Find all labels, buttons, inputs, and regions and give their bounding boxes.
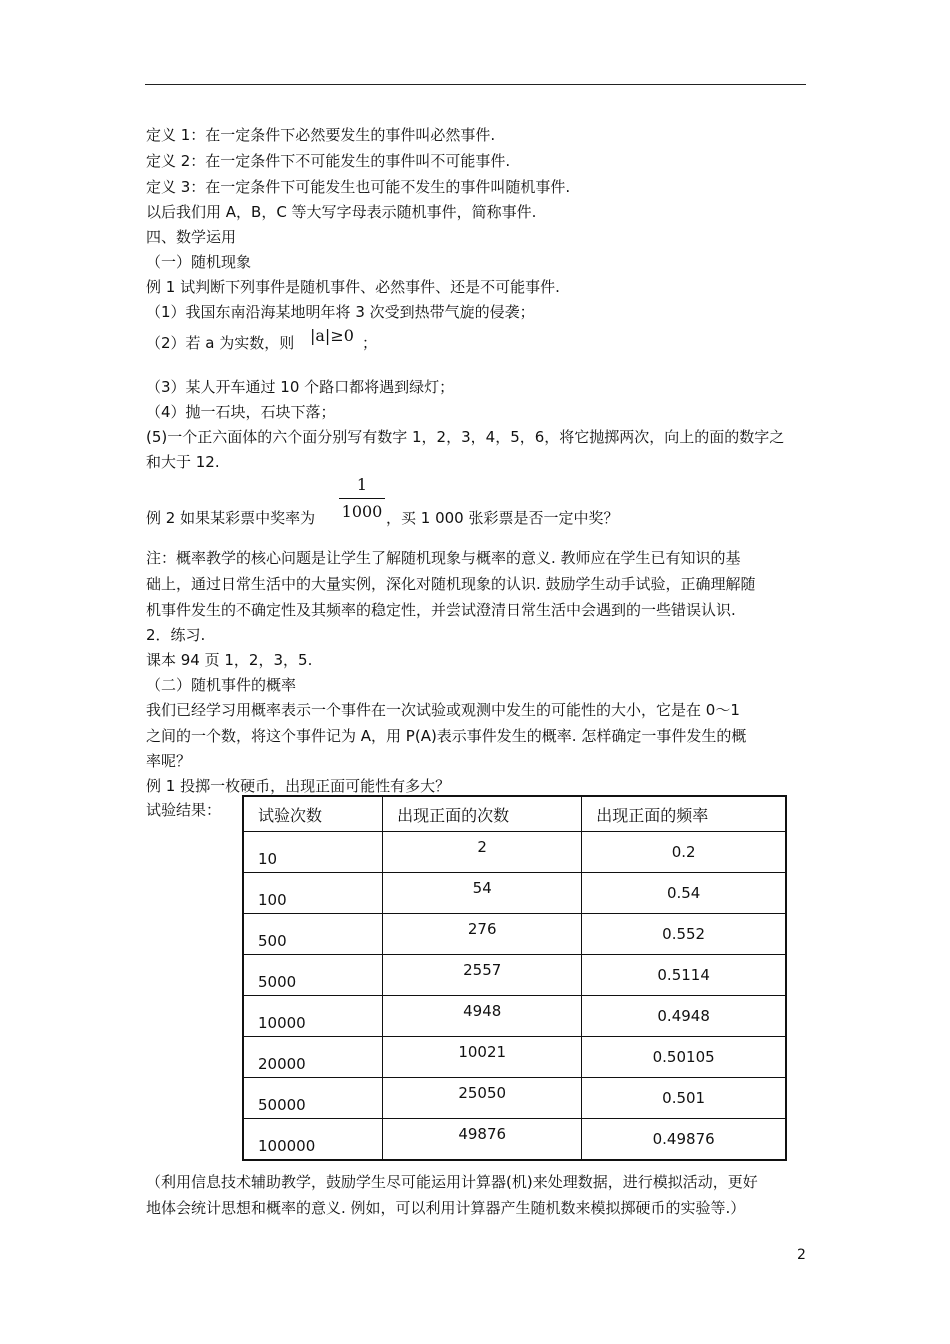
example-2-suffix: ，买 1 000 张彩票是否一定中奖？ [386,509,619,527]
note-line-2: 础上，通过日常生活中的大量实例，深化对随机现象的认识. 鼓励学生动手试验，正确理解随 [146,575,756,593]
item-5-line-1: (5)一个正六面体的六个面分别写有数字 1，2，3，4，5，6，将它抛掷两次，向上的面的数字之 [146,428,785,446]
section-heading-4: 四、数学运用 [146,228,237,246]
closing-note-2: 地体会统计思想和概率的意义. 例如，可以利用计算器产生随机数来模拟掷硬币的实验等.） [146,1199,746,1217]
probability-text-3: 率呢？ [146,752,192,770]
heads-count-cell: 276 [383,914,582,955]
definition-3: 定义 3：在一定条件下可能发生也可能不发生的事件叫随机事件. [146,178,571,196]
header-heads-count: 出现正面的次数 [383,796,582,832]
table-row [243,914,786,955]
header-trials: 试验次数 [243,796,383,832]
item-3: （3）某人开车通过 10 个路口都将遇到绿灯； [146,378,455,396]
practice-exercises: 课本 94 页 1，2，3，5. [146,651,313,669]
trials-cell: 10000 [243,996,383,1037]
item-5-line-2: 和大于 12. [146,453,220,471]
coin-example: 例 1 投掷一枚硬币，出现正面可能性有多大？ [146,777,451,795]
definition-1: 定义 1：在一定条件下必然要发生的事件叫必然事件. [146,126,496,144]
frequency-cell: 0.5114 [582,955,786,996]
item-2-end: ； [362,334,378,352]
header-heads-frequency: 出现正面的频率 [582,796,786,832]
heads-count-cell: 54 [383,873,582,914]
trials-cell: 10 [243,832,383,873]
frequency-cell: 0.2 [582,832,786,873]
table-row [243,832,786,873]
coin-toss-table [242,795,787,1161]
results-label: 试验结果： [146,801,222,819]
table-row [243,1119,786,1161]
heads-count-cell: 4948 [383,996,582,1037]
trials-cell: 100000 [243,1119,383,1161]
probability-text-2: 之间的一个数，将这个事件记为 A，用 P(A)表示事件发生的概率. 怎样确定一事件发生的概 [146,727,747,745]
definition-2: 定义 2：在一定条件下不可能发生的事件叫不可能事件. [146,152,511,170]
trials-cell: 100 [243,873,383,914]
trials-cell: 20000 [243,1037,383,1078]
table-row [243,996,786,1037]
header-rule [145,84,806,85]
practice-heading: 2．练习. [146,626,206,644]
fraction-numerator: 1 [356,475,368,494]
item-4: （4）抛一石块，石块下落； [146,403,336,421]
example-1-prompt: 例 1 试判断下列事件是随机事件、必然事件、还是不可能事件. [146,278,560,296]
frequency-cell: 0.49876 [582,1119,786,1161]
frequency-cell: 0.4948 [582,996,786,1037]
page-number: 2 [797,1247,806,1263]
item-2: （2）若 a 为实数，则 [146,334,295,352]
heads-count-cell: 2557 [383,955,582,996]
heads-count-cell: 2 [383,832,582,873]
trials-cell: 50000 [243,1078,383,1119]
note-line-3: 机事件发生的不确定性及其频率的稳定性，并尝试澄清日常生活中会遇到的一些错误认识. [146,601,736,619]
subsection-random-phenomena: （一）随机现象 [146,253,252,271]
frequency-cell: 0.501 [582,1078,786,1119]
table-row [243,1037,786,1078]
heads-count-cell: 25050 [383,1078,582,1119]
item-1: （1）我国东南沿海某地明年将 3 次受到热带气旋的侵袭； [146,303,535,321]
heads-count-cell: 49876 [383,1119,582,1161]
notation-note: 以后我们用 A，B，C 等大写字母表示随机事件，简称事件. [146,203,537,221]
fraction-1-over-1000 [339,475,385,525]
table-row [243,873,786,914]
note-line-1: 注：概率教学的核心问题是让学生了解随机现象与概率的意义. 教师应在学生已有知识的基 [146,549,741,567]
probability-text-1: 我们已经学习用概率表示一个事件在一次试验或观测中发生的可能性的大小，它是在 0～1 [146,701,740,719]
table-row [243,955,786,996]
trials-cell: 500 [243,914,383,955]
fraction-denominator: 1000 [341,502,383,521]
trials-cell: 5000 [243,955,383,996]
frequency-cell: 0.50105 [582,1037,786,1078]
fraction-bar [339,498,385,499]
example-2-prefix: 例 2 如果某彩票中奖率为 [146,509,316,527]
frequency-cell: 0.54 [582,873,786,914]
heads-count-cell: 10021 [383,1037,582,1078]
abs-inequality: |a|≥0 [310,326,354,345]
subsection-probability: （二）随机事件的概率 [146,676,297,694]
frequency-cell: 0.552 [582,914,786,955]
table-row [243,1078,786,1119]
closing-note-1: （利用信息技术辅助教学，鼓励学生尽可能运用计算器(机)来处理数据，进行模拟活动，更好 [146,1173,758,1191]
table-header-row [243,796,786,832]
